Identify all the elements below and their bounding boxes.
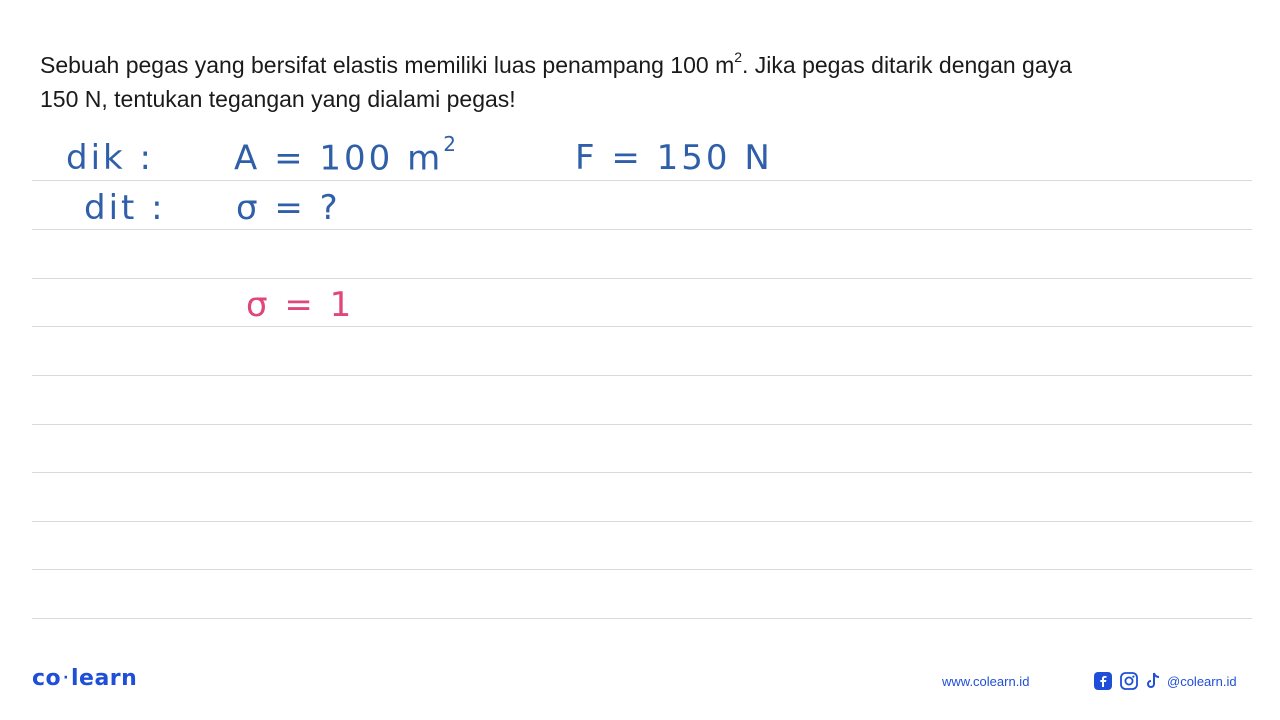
question-line1-prefix: Sebuah pegas yang bersifat elastis memiliki luas penampang 100 m — [40, 52, 735, 78]
instagram-icon[interactable] — [1120, 672, 1138, 690]
question-exponent: 2 — [734, 49, 743, 66]
ruled-line — [32, 326, 1252, 327]
ruled-line — [32, 618, 1252, 619]
ruled-line — [32, 569, 1252, 570]
colearn-logo — [32, 666, 137, 691]
logo-right: learn — [70, 666, 138, 691]
facebook-icon[interactable] — [1094, 672, 1112, 690]
social-handle[interactable]: @colearn.id — [1167, 674, 1237, 689]
logo-dot: · — [63, 670, 69, 686]
ruled-line — [32, 375, 1252, 376]
dit-label: dit : — [84, 188, 166, 228]
area-exponent: 2 — [443, 132, 459, 156]
question-line2: 150 N, tentukan tegangan yang dialami pegas! — [40, 86, 516, 112]
logo-left: co — [32, 666, 62, 691]
ruled-line — [32, 229, 1252, 230]
area-expression — [234, 132, 459, 179]
ruled-line — [32, 278, 1252, 279]
website-link[interactable]: www.colearn.id — [942, 674, 1030, 689]
question-text — [40, 48, 1250, 116]
force-expression: F = 150 N — [575, 138, 773, 178]
sigma-answer: σ = 1 — [246, 285, 355, 325]
question-line1-suffix: . Jika pegas ditarik dengan gaya — [742, 52, 1072, 78]
ruled-line — [32, 424, 1252, 425]
area-expression-text: A = 100 m — [234, 138, 444, 179]
footer — [0, 660, 1280, 700]
tiktok-icon[interactable] — [1145, 672, 1161, 690]
dik-label: dik : — [66, 138, 154, 178]
ruled-line — [32, 180, 1252, 181]
ruled-line — [32, 472, 1252, 473]
sigma-question: σ = ? — [236, 188, 341, 228]
ruled-line — [32, 521, 1252, 522]
